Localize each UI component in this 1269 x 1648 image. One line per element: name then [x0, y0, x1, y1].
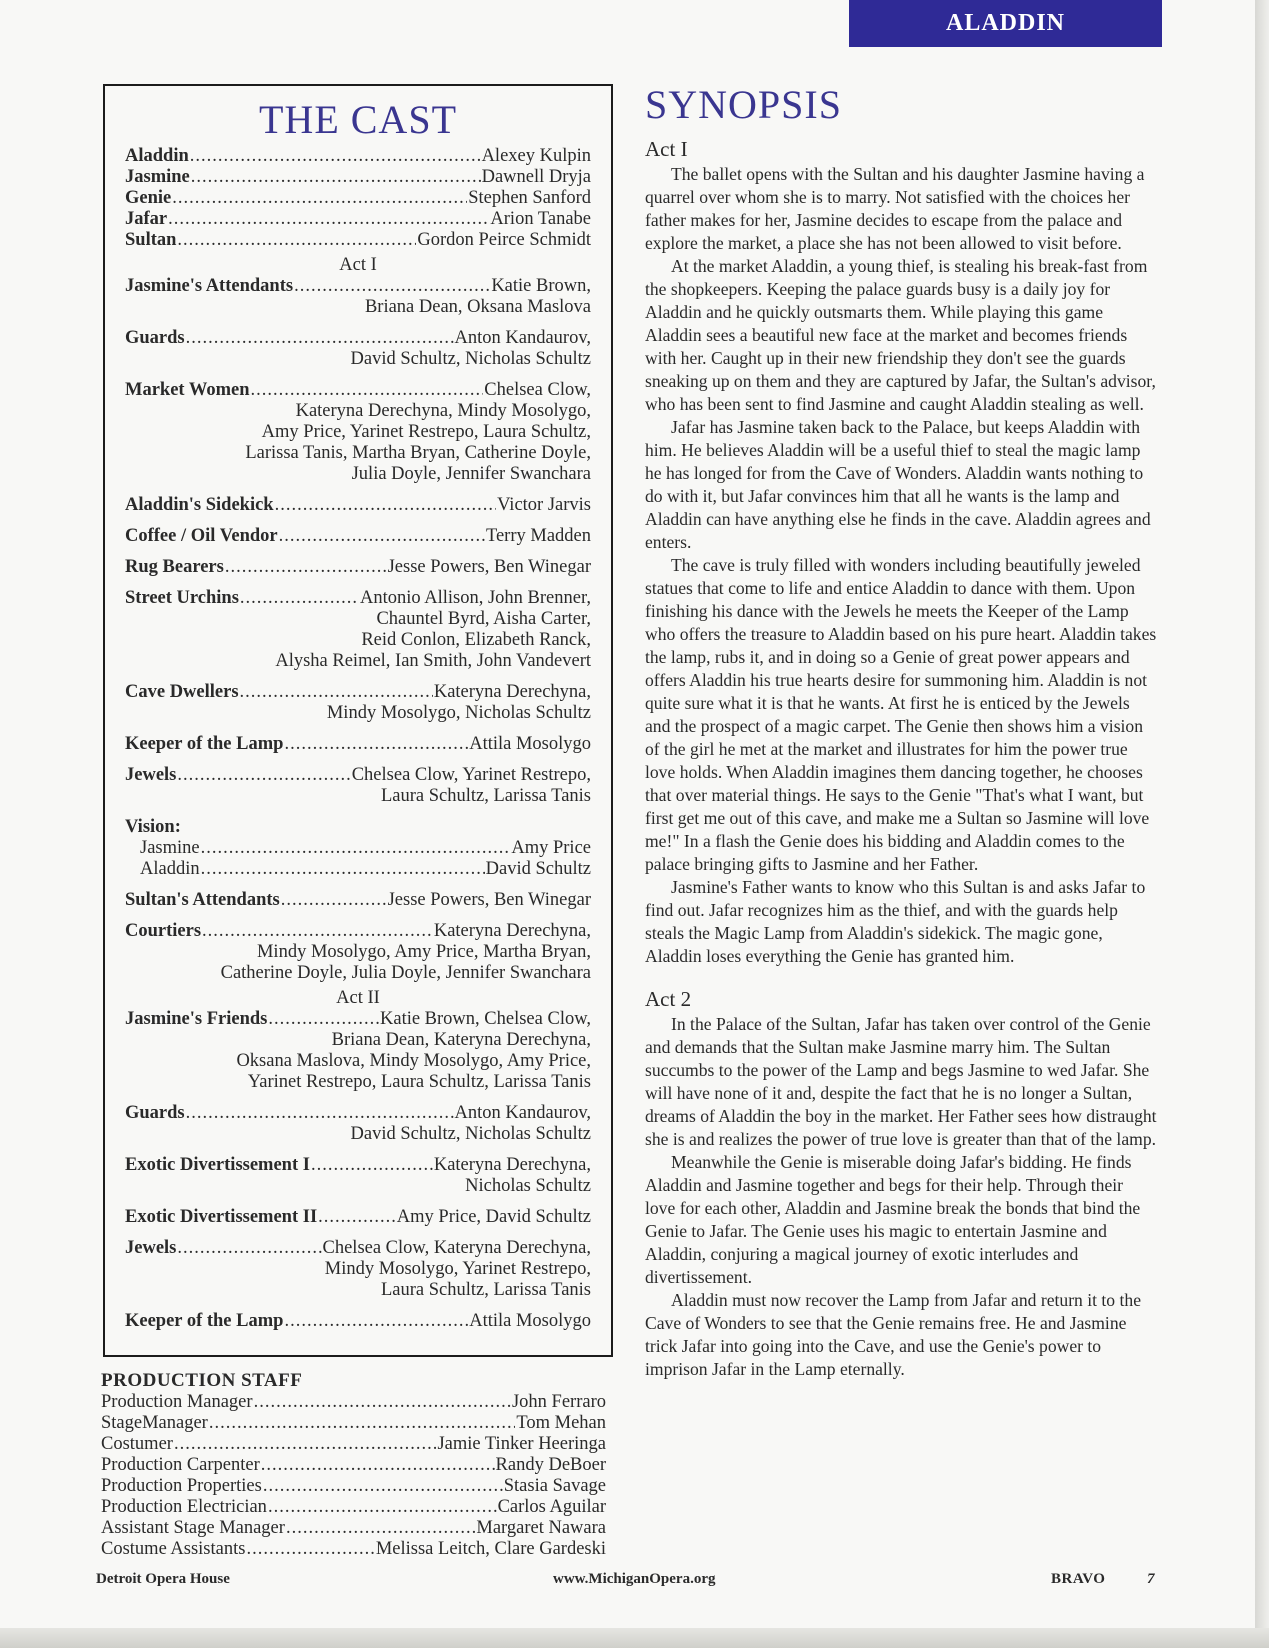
role-name: Production Properties — [101, 1476, 262, 1496]
cast-entry — [125, 1009, 591, 1093]
cast-entry — [101, 1497, 606, 1518]
dot-leader — [225, 557, 387, 578]
cast-entry-row — [125, 588, 591, 609]
performer-continuation: Laura Schultz, Larissa Tanis — [380, 786, 591, 806]
cast-entry-row — [101, 1539, 606, 1560]
role-name: Exotic Divertissement I — [125, 1155, 310, 1175]
dot-leader — [186, 1103, 454, 1124]
cast-entry — [101, 1518, 606, 1539]
cast-entry-row — [125, 1238, 591, 1259]
cast-entry — [125, 588, 591, 672]
dot-leader — [240, 588, 359, 609]
performer-name: Chelsea Clow, Kateryna Derechyna, — [322, 1238, 591, 1258]
synopsis — [645, 80, 1157, 1381]
performer-name: Kateryna Derechyna, — [433, 682, 591, 702]
performer-name: Kateryna Derechyna, — [433, 921, 591, 941]
role-name: Jasmine's Attendants — [125, 276, 294, 296]
cast-entry-row — [125, 209, 591, 230]
role-name: Aladdin's Sidekick — [125, 495, 274, 515]
page-number: 7 — [1147, 1571, 1155, 1587]
cast-entry-row — [125, 526, 591, 547]
page-bottom-edge — [0, 1628, 1269, 1648]
cast-entry-row — [140, 859, 591, 880]
performer-name: Alexey Kulpin — [481, 146, 591, 166]
synopsis-act2-text — [645, 1013, 1157, 1381]
synopsis-paragraph: At the market Aladdin, a young thief, is stealing his break-fast from the shopkeepers. Keeping the palace guards busy is a daily joy for Aladdin and he quickly outsmarts them. While playing this game Aladdin sees a beautiful new face at the market and becomes friends with her. Caught up in their new friendship they don't see the guards sneaking up on them and they are captured by Jafar, the Sultan's advisor, who has been sent to find Jasmine and caught Aladdin stealing as well. — [645, 256, 1156, 414]
cast-entry-row — [101, 1497, 606, 1518]
dot-leader — [279, 526, 485, 547]
dot-leader — [286, 1518, 475, 1539]
cast-act1-heading: Act I — [339, 255, 377, 275]
role-name: Jasmine's Friends — [125, 1009, 268, 1029]
performer-name: Katie Brown, — [491, 276, 591, 296]
performer-continuation: Nicholas Schultz — [465, 1176, 591, 1196]
synopsis-act1-heading: Act I — [645, 137, 688, 161]
performer-continuation: Laura Schultz, Larissa Tanis — [380, 1280, 591, 1300]
synopsis-paragraph: The ballet opens with the Sultan and his daughter Jasmine having a quarrel over whom she is to marry. Not satisfied with the choices her father makes for her, Jasmine decides to escape from the palace and explore the market, a place she has not been allowed to visit before. — [645, 164, 1145, 253]
performer-name: Stasia Savage — [503, 1476, 606, 1496]
performer-continuation: Julia Doyle, Jennifer Swanchara — [351, 464, 591, 484]
performer-name: Randy DeBoer — [495, 1455, 606, 1475]
dot-leader — [284, 1311, 468, 1332]
cast-entry-row — [125, 188, 591, 209]
cast-entry — [125, 765, 591, 807]
performer-name: Antonio Allison, John Brenner, — [359, 588, 591, 608]
cast-entry — [125, 495, 591, 516]
performer-continuation: Chauntel Byrd, Aisha Carter, — [376, 609, 591, 629]
performer-continuation: Amy Price, Yarinet Restrepo, Laura Schultz, — [261, 422, 591, 442]
performer-name: David Schultz — [485, 859, 591, 879]
dot-leader — [177, 230, 416, 251]
dot-leader — [201, 838, 511, 859]
role-name: Jasmine — [140, 838, 200, 858]
cast-entry-row — [125, 890, 591, 911]
performer-name: Carlos Aguilar — [497, 1497, 606, 1517]
dot-leader — [281, 890, 387, 911]
role-name: Jewels — [125, 765, 177, 785]
performer-continuation: Alysha Reimel, Ian Smith, John Vandevert — [275, 651, 591, 671]
role-name: Sultan — [125, 230, 177, 250]
cast-entry — [125, 276, 591, 318]
cast-entry-row — [101, 1518, 606, 1539]
cast-entry-row — [125, 230, 591, 251]
role-name: Jafar — [125, 209, 168, 229]
act1-cast-list-continued — [125, 890, 591, 984]
footer-publication: BRAVO — [1051, 1571, 1106, 1587]
cast-entry-row — [125, 380, 591, 401]
footer-venue: Detroit Opera House — [96, 1571, 230, 1587]
performer-name: Amy Price — [511, 838, 591, 858]
act1-cast-list — [125, 276, 591, 807]
cast-entry — [125, 921, 591, 984]
cast-entry — [101, 1455, 606, 1476]
synopsis-paragraph: The cave is truly filled with wonders including beautifully jeweled statues that come to life and entice Aladdin to dance with them. Upon finishing his dance with the Jewels he meets the Keeper of the Lamp who offers the treasure to Aladdin based on his pure heart. Aladdin takes the lamp, rubs it, and in doing so a Genie of great power appears and offers Aladdin his true hearts desire for summoning him. Aladdin is not quite sure what it is that he wants. At first he is enticed by the Jewels and the prospect of a magic carpet. The Genie then shows him a vision of the girl he met at the market and illustrates for him the power true love holds. When Aladdin imagines them dancing together, he chooses that over material things. He says to the Genie "That's what I want, but first get me out of this cave, and make me a Sultan so Jasmine will love me!" In a flash the Genie does his bidding and Aladdin comes to the palace bringing gifts to Jasmine and her Father. — [645, 555, 1157, 874]
dot-leader — [190, 146, 481, 167]
dot-leader — [191, 167, 481, 188]
role-name: Rug Bearers — [125, 557, 224, 577]
role-name: Assistant Stage Manager — [101, 1518, 285, 1538]
cast-entry — [125, 1207, 591, 1228]
cast-entry-row — [125, 682, 591, 703]
cast-entry-row — [125, 167, 591, 188]
performer-continuation: David Schultz, Nicholas Schultz — [350, 349, 591, 369]
performer-name: Attila Mosolygo — [469, 1311, 591, 1331]
dot-leader — [261, 1455, 495, 1476]
performer-name: Tom Mehan — [516, 1413, 606, 1433]
role-name: Production Manager — [101, 1392, 253, 1412]
synopsis-paragraph: Jasmine's Father wants to know who this Sultan is and asks Jafar to find out. Jafar recognizes him as the thief, and with the guards help steals the Magic Lamp from Aladdin's sidekick. The magic gone, Aladdin loses everything the Genie has granted him. — [645, 877, 1146, 966]
synopsis-paragraph: Meanwhile the Genie is miserable doing Jafar's bidding. He finds Aladdin and Jasmine together and begs for their help. Through their love for each other, Aladdin and Jasmine break the bonds that bind the Genie to Jafar. The Genie uses his magic to entertain Jasmine and Aladdin, conjuring a magical journey of exotic interludes and divertissement. — [645, 1152, 1141, 1287]
dot-leader — [177, 1238, 321, 1259]
performer-name: Chelsea Clow, Yarinet Restrepo, — [351, 765, 591, 785]
performer-name: Jamie Tinker Heeringa — [437, 1434, 606, 1454]
cast-entry — [125, 167, 591, 188]
cast-entry-row — [140, 838, 591, 859]
cast-entry-row — [101, 1476, 606, 1497]
dot-leader — [318, 1207, 396, 1228]
role-name: Genie — [125, 188, 172, 208]
production-staff-title: PRODUCTION STAFF — [101, 1370, 303, 1391]
cast-entry — [125, 209, 591, 230]
performer-continuation: David Schultz, Nicholas Schultz — [350, 1124, 591, 1144]
role-name: Cave Dwellers — [125, 682, 239, 702]
cast-entry-row — [125, 1207, 591, 1228]
role-name: Keeper of the Lamp — [125, 734, 284, 754]
cast-entry — [125, 890, 591, 911]
dot-leader — [284, 734, 468, 755]
cast-entry — [125, 188, 591, 209]
performer-name: Arion Tanabe — [490, 209, 591, 229]
cast-entry-row — [125, 557, 591, 578]
cast-entry-row — [125, 495, 591, 516]
cast-entry-row — [125, 276, 591, 297]
performer-name: Anton Kandaurov, — [454, 1103, 591, 1123]
performer-continuation: Kateryna Derechyna, Mindy Mosolygo, — [295, 401, 591, 421]
cast-entry — [101, 1476, 606, 1497]
role-name: Production Carpenter — [101, 1455, 260, 1475]
dot-leader — [240, 682, 433, 703]
role-name: Costumer — [101, 1434, 173, 1454]
performer-continuation: Yarinet Restrepo, Laura Schultz, Larissa Tanis — [247, 1072, 591, 1092]
performer-name: Katie Brown, Chelsea Clow, — [380, 1009, 591, 1029]
cast-entry-row — [125, 1103, 591, 1124]
page-edge-shadow — [1255, 0, 1269, 1648]
role-name: Jasmine — [125, 167, 190, 187]
role-name: Market Women — [125, 380, 250, 400]
dot-leader — [177, 765, 350, 786]
performer-continuation: Briana Dean, Kateryna Derechyna, — [331, 1030, 591, 1050]
cast-entry — [125, 380, 591, 485]
role-name: Guards — [125, 1103, 185, 1123]
performer-continuation: Mindy Mosolygo, Yarinet Restrepo, — [324, 1259, 591, 1279]
role-name: StageManager — [101, 1413, 208, 1433]
vision-cast-list — [125, 838, 591, 880]
cast-entry-row — [125, 1155, 591, 1176]
dot-leader — [294, 276, 490, 297]
synopsis-paragraph: In the Palace of the Sultan, Jafar has taken over control of the Genie and demands that the Sultan make Jasmine marry him. The Sultan succumbs to the power of the Lamp and begs Jasmine to wed Jafar. She will have none of it and, despite the fact that he is no longer a Sultan, dreams of Aladdin the boy in the market. Her Father sees how distraught she is and realizes the power of true love is greater than that of the lamp. — [645, 1014, 1157, 1149]
cast-title: THE CAST — [259, 97, 457, 142]
dot-leader — [172, 188, 467, 209]
performer-continuation: Mindy Mosolygo, Nicholas Schultz — [326, 703, 591, 723]
vision-label: Vision: — [125, 817, 181, 837]
cast-entry — [125, 1103, 591, 1145]
dot-leader — [209, 1413, 515, 1434]
cast-entry — [125, 230, 591, 251]
cast-entry — [125, 146, 591, 167]
role-name: Guards — [125, 328, 185, 348]
cast-entry — [140, 859, 591, 880]
production-staff — [101, 1370, 606, 1560]
cast-entry-row — [125, 1009, 591, 1030]
role-name: Production Electrician — [101, 1497, 267, 1517]
cast-entry-row — [125, 921, 591, 942]
cast-entry — [101, 1413, 606, 1434]
performer-continuation: Larissa Tanis, Martha Bryan, Catherine Doyle, — [245, 443, 591, 463]
cast-entry — [125, 734, 591, 755]
role-name: Jewels — [125, 1238, 177, 1258]
cast-entry — [101, 1392, 606, 1413]
performer-name: Anton Kandaurov, — [454, 328, 591, 348]
cast-entry — [140, 838, 591, 859]
performer-name: Jesse Powers, Ben Winegar — [387, 557, 591, 577]
performer-continuation: Catherine Doyle, Julia Doyle, Jennifer Swanchara — [220, 963, 591, 983]
synopsis-act2-heading: Act 2 — [645, 987, 692, 1011]
performer-name: John Ferraro — [511, 1392, 606, 1412]
dot-leader — [268, 1009, 379, 1030]
cast-act2-heading: Act II — [336, 988, 380, 1008]
cast-entry — [125, 682, 591, 724]
cast-entry-row — [125, 146, 591, 167]
performer-continuation: Mindy Mosolygo, Amy Price, Martha Bryan, — [256, 942, 591, 962]
dot-leader — [263, 1476, 503, 1497]
role-name: Courtiers — [125, 921, 202, 941]
role-name: Sultan's Attendants — [125, 890, 280, 910]
dot-leader — [201, 859, 485, 880]
performer-continuation: Briana Dean, Oksana Maslova — [364, 297, 591, 317]
dot-leader — [268, 1497, 497, 1518]
role-name: Street Urchins — [125, 588, 239, 608]
performer-name: Margaret Nawara — [476, 1518, 606, 1538]
dot-leader — [254, 1392, 511, 1413]
performer-name: Jesse Powers, Ben Winegar — [387, 890, 591, 910]
production-staff-list — [101, 1392, 606, 1560]
cast-entry — [101, 1539, 606, 1560]
role-name: Coffee / Oil Vendor — [125, 526, 278, 546]
dot-leader — [275, 495, 496, 516]
dot-leader — [186, 328, 454, 349]
cast-entry — [125, 1238, 591, 1301]
performer-continuation: Oksana Maslova, Mindy Mosolygo, Amy Price, — [236, 1051, 591, 1071]
role-name: Aladdin — [125, 146, 189, 166]
performer-name: Melissa Leitch, Clare Gardeski — [375, 1539, 606, 1559]
footer-website: www.MichiganOpera.org — [553, 1571, 716, 1587]
dot-leader — [202, 921, 433, 942]
principal-cast-list — [125, 146, 591, 251]
dot-leader — [168, 209, 489, 230]
cast-entry-row — [125, 765, 591, 786]
dot-leader — [251, 380, 484, 401]
role-name: Exotic Divertissement II — [125, 1207, 318, 1227]
performer-continuation: Reid Conlon, Elizabeth Ranck, — [361, 630, 591, 650]
performer-name: Dawnell Dryja — [481, 167, 591, 187]
synopsis-paragraph: Jafar has Jasmine taken back to the Palace, but keeps Aladdin with him. He believes Aladdin will be a useful thief to steal the magic lamp he has longed for from the Cave of Wonders. Aladdin wants nothing to do with it, but Jafar convinces him that all he wants is the lamp and Aladdin can have anything else he finds in the cave. Aladdin agrees and enters. — [645, 417, 1151, 552]
synopsis-title: SYNOPSIS — [645, 82, 842, 127]
performer-name: Gordon Peirce Schmidt — [417, 230, 591, 250]
role-name: Costume Assistants — [101, 1539, 246, 1559]
performer-name: Terry Madden — [485, 526, 591, 546]
cast-entry-row — [125, 1311, 591, 1332]
section-tab: ALADDIN — [849, 0, 1162, 47]
act2-cast-list — [125, 1009, 591, 1332]
performer-name: Stephen Sanford — [468, 188, 591, 208]
dot-leader — [174, 1434, 437, 1455]
performer-name: Attila Mosolygo — [469, 734, 591, 754]
cast-entry-row — [125, 734, 591, 755]
role-name: Aladdin — [140, 859, 200, 879]
performer-name: Chelsea Clow, — [484, 380, 591, 400]
cast-box — [103, 84, 613, 1357]
dot-leader — [246, 1539, 374, 1560]
cast-entry — [125, 526, 591, 547]
cast-entry — [125, 1155, 591, 1197]
cast-entry — [125, 328, 591, 370]
cast-entry — [125, 557, 591, 578]
cast-entry-row — [101, 1413, 606, 1434]
performer-name: Kateryna Derechyna, — [433, 1155, 591, 1175]
cast-entry — [101, 1434, 606, 1455]
cast-entry-row — [101, 1392, 606, 1413]
cast-entry-row — [101, 1455, 606, 1476]
role-name: Keeper of the Lamp — [125, 1311, 284, 1331]
synopsis-paragraph: Aladdin must now recover the Lamp from Jafar and return it to the Cave of Wonders to see that the Genie remains free. He and Jasmine trick Jafar into going into the Cave, and use the Genie's power to imprison Jafar in the Lamp eternally. — [645, 1290, 1141, 1379]
performer-name: Victor Jarvis — [497, 495, 591, 515]
cast-entry — [125, 1311, 591, 1332]
performer-name: Amy Price, David Schultz — [396, 1207, 591, 1227]
dot-leader — [311, 1155, 433, 1176]
cast-entry-row — [101, 1434, 606, 1455]
synopsis-act1-text — [645, 163, 1157, 968]
cast-entry-row — [125, 328, 591, 349]
